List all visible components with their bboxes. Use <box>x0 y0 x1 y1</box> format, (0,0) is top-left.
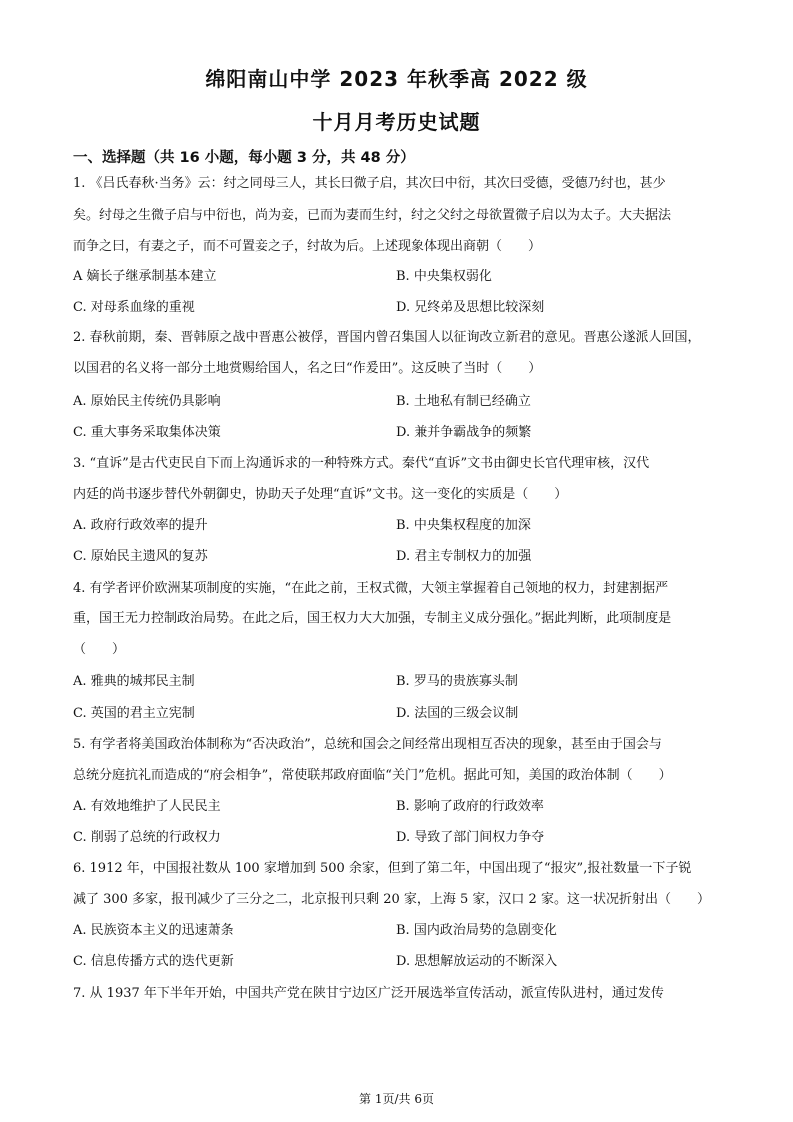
question-5-line-2: 总统分庭抗礼而造成的“府会相争”，常使联邦政府面临“关门”危机。据此可知，美国的政治体制（ ） <box>73 768 672 783</box>
exam-subtitle: 十月月考历史试题 <box>312 110 481 134</box>
question-5-option-c: C. 削弱了总统的行政权力 <box>73 830 221 845</box>
question-6-option-d: D. 思想解放运动的不断深入 <box>396 954 558 969</box>
question-1-line-1: 1. 《吕氏春秋·当务》云：纣之同母三人，其长曰微子启，其次曰中衍，其次曰受德，受德乃纣也，甚少 <box>73 176 666 191</box>
question-2-option-d: D. 兼并争霸战争的频繁 <box>396 425 532 440</box>
question-5-line-1: 5. 有学者将美国政治体制称为“否决政治”，总统和国会之间经常出现相互否决的现象，甚至由于国会与 <box>73 737 662 752</box>
page-number: 第 1页/共 6页 <box>359 1092 434 1106</box>
question-4-line-2: 重，国王无力控制政治局势。在此之后，国王权力大大加强，专制主义成分强化。”据此判断，此项制度是 <box>73 611 672 626</box>
section-heading: 一、选择题（共 16 小题，每小题 3 分，共 48 分） <box>73 150 415 166</box>
question-6-line-1: 6. 1912 年，中国报社数从 100 家增加到 500 余家，但到了第二年，中国出现了“报灾”,报社数量一下子锐 <box>73 861 692 876</box>
question-4-option-c: C. 英国的君主立宪制 <box>73 706 195 721</box>
exam-title: 绵阳南山中学 2023 年秋季高 2022 级 <box>205 67 588 91</box>
question-4-option-b: B. 罗马的贵族寡头制 <box>396 674 518 689</box>
question-4-option-a: A. 雅典的城邦民主制 <box>73 674 195 689</box>
question-5-option-b: B. 影响了政府的行政效率 <box>396 799 544 814</box>
question-3-line-2: 内廷的尚书逐步替代外朝御史，协助天子处理“直诉”文书。这一变化的实质是（ ） <box>73 487 568 502</box>
question-4-option-d: D. 法国的三级会议制 <box>396 706 519 721</box>
question-1-option-a: A 嫡长子继承制基本建立 <box>73 269 217 284</box>
question-2-option-a: A. 原始民主传统仍具影响 <box>73 394 221 409</box>
question-2-line-1: 2. 春秋前期，秦、晋韩原之战中晋惠公被俘，晋国内曾召集国人以征询改立新君的意见。晋惠公遂派人回国， <box>73 330 701 345</box>
question-4-line-3: （ ） <box>73 642 126 657</box>
question-2-line-2: 以国君的名义将一部分土地赏赐给国人，名之曰“作爰田”。这反映了当时（ ） <box>73 361 542 376</box>
question-6-option-b: B. 国内政治局势的急剧变化 <box>396 923 557 938</box>
question-2-option-b: B. 土地私有制已经确立 <box>396 394 531 409</box>
question-1-option-b: B. 中央集权弱化 <box>396 269 492 284</box>
question-1-line-2: 矣。纣母之生微子启与中衍也，尚为妾，已而为妻而生纣，纣之父纣之母欲置微子启以为太子。大夫据法 <box>73 208 672 223</box>
question-3-line-1: 3. “直诉”是古代吏民自下而上沟通诉求的一种特殊方式。秦代“直诉”文书由御史长官代理审核，汉代 <box>73 456 650 471</box>
question-1-option-d: D. 兄终弟及思想比较深刻 <box>396 300 545 315</box>
question-6-option-c: C. 信息传播方式的迭代更新 <box>73 954 234 969</box>
question-1-option-c: C. 对母系血缘的重视 <box>73 300 195 315</box>
question-6-option-a: A. 民族资本主义的迅速萧条 <box>73 923 234 938</box>
question-2-option-c: C. 重大事务采取集体决策 <box>73 425 221 440</box>
question-3-option-d: D. 君主专制权力的加强 <box>396 549 532 564</box>
question-5-option-a: A. 有效地维护了人民民主 <box>73 799 221 814</box>
question-3-option-a: A. 政府行政效率的提升 <box>73 518 208 533</box>
question-7-line-1: 7. 从 1937 年下半年开始，中国共产党在陕甘宁边区广泛开展选举宣传活动，派宣传队进村，通过发传 <box>73 986 664 1001</box>
question-4-line-1: 4. 有学者评价欧洲某项制度的实施，“在此之前，王权式微，大领主掌握着自己领地的权力，封建割据严 <box>73 581 669 596</box>
question-5-option-d: D. 导致了部门间权力争夺 <box>396 830 545 845</box>
question-6-line-2: 减了 300 多家，报刊减少了三分之二，北京报刊只剩 20 家，上海 5 家，汉口 2 家。这一状况折射出（ ） <box>73 892 710 907</box>
question-3-option-b: B. 中央集权程度的加深 <box>396 518 531 533</box>
question-3-option-c: C. 原始民主遗风的复苏 <box>73 549 208 564</box>
question-1-line-3: 而争之曰，有妻之子，而不可置妾之子，纣故为后。上述现象体现出商朝（ ） <box>73 239 542 254</box>
